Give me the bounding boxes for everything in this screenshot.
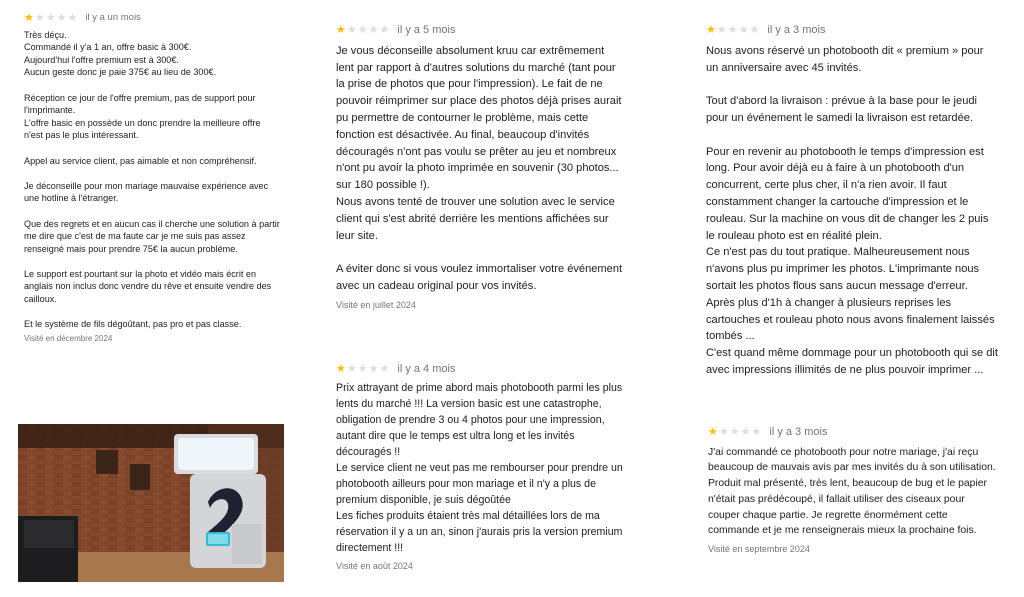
review-text (336, 43, 624, 295)
review-text (706, 43, 998, 379)
review-paragraph: Réception ce jour de l'offre premium, pas de support pour l'imprimante. L'offre basic en possède un donc prendre la meilleure offre n'est pas le plus intéressant. (24, 92, 261, 141)
star-empty-icon: ★ (727, 23, 738, 36)
review-text (24, 29, 280, 331)
review-paragraph: Que des regrets et en aucun cas il cherche une solution à partir me dire que c'est de ma faute car je me suis pas assez renseigné mais pour prendre 75€ la aucun problème. (24, 218, 280, 254)
review-paragraph: Et le système de fils dégoûtant, pas pro et pas classe. (24, 319, 242, 330)
review-card (708, 425, 998, 558)
star-empty-icon: ★ (749, 23, 760, 36)
star-empty-icon: ★ (716, 23, 727, 36)
star-empty-icon: ★ (379, 23, 390, 36)
star-rating (706, 25, 759, 36)
review-paragraph: Appel au service client, pas aimable et non compréhensif. (24, 155, 257, 166)
review-date: il y a 3 mois (769, 426, 828, 438)
review-paragraph: Très déçu. Commandé il y'a 1 an, offre basic à 300€. Aujourd'hui l'offre premium est à 300€. Aucun geste donc je paie 375€ au lieu de 300€. (24, 29, 217, 78)
star-rating (336, 364, 389, 375)
review-paragraph: Nous avons réservé un photobooth dit « premium » pour un anniversaire avec 45 invités. (706, 44, 984, 74)
photobooth-photo-image (18, 424, 284, 582)
review-paragraph: Tout d'abord la livraison : prévue à la base pour le jeudi pour un événement le samedi la livraison est retardée. (706, 95, 977, 124)
star-filled-icon: ★ (336, 23, 346, 36)
review-card (336, 361, 624, 574)
star-empty-icon: ★ (357, 362, 368, 375)
review-paragraph: Pour en revenir au photobooth le temps d'impression est long. Pour avoir déjà eu à faire à un photobooth d'un concurrent, certe plus cher, il n'a rien avoir. Il faut constamment changer la cartouche d'impression et le rouleau. Sur la machine on vous dit de changer les 2 puis le rouleau photo est en réalité plein. Ce n'est pas du tout pratique. Malheureusement nous n'avons plus pu imprimer les photos. L'imprimante nous sortait les photos flous sans aucun message d'erreur. Après plus d'1h à changer à plusieurs reprises les cartouches et rouleau photo nous avons finalement laissés tombés ... C'est quand même dommage pour un photobooth qui se dit avec impressions illimités de ne plus pouvoir imprimer ... (706, 145, 998, 376)
review-paragraph: Je déconseille pour mon mariage mauvaise expérience avec une hotline à l'étranger. (24, 180, 269, 204)
star-empty-icon: ★ (379, 362, 390, 375)
visit-date: Visité en juillet 2024 (336, 299, 416, 310)
review-header (336, 361, 624, 377)
star-filled-icon: ★ (336, 362, 346, 375)
star-empty-icon: ★ (346, 23, 357, 36)
star-empty-icon: ★ (357, 23, 368, 36)
review-paragraph: A éviter donc si vous voulez immortaliser votre événement avec un cadeau original pour vos invités. (336, 263, 623, 292)
star-empty-icon: ★ (368, 362, 379, 375)
review-date: il y a 5 mois (397, 24, 456, 36)
review-date: il y a un mois (85, 12, 141, 23)
star-filled-icon: ★ (708, 426, 718, 439)
star-filled-icon: ★ (706, 23, 716, 36)
review-paragraph: J'ai commandé ce photobooth pour notre mariage, j'ai reçu beaucoup de mauvais avis par mes invités du à son utilisation. Produit mal présenté, très lent, beaucoup de bug et le papier n'était pas prédécoupé, il fallait utiliser des ciseaux pour couper chaque partie. Je regrette énormément cette commande et je me renseignerais mieux la prochaine fois. (708, 446, 996, 537)
review-paragraph: Prix attrayant de prime abord mais photobooth parmi les plus lents du marché !!! La version basic est une catastrophe, obligation de prendre 3 ou 4 photos pour une impression, autant dire que le temps est ultra long et les invités découragés !! Le service client ne veut pas me rembourser pour prendre un photobooth ailleurs pour mon mariage et il n'y a plus de premium disponible, je suis dégoûtée Les fiches produits étaient très mal détaillées lors de ma réservation il y a un an, sinon j'aurais pris la version premium directement !!! (336, 382, 623, 554)
star-empty-icon: ★ (738, 23, 749, 36)
visit-date: Visité en septembre 2024 (708, 543, 810, 554)
review-header (706, 22, 998, 39)
star-empty-icon: ★ (368, 23, 379, 36)
review-card (24, 12, 280, 345)
star-rating (708, 427, 761, 438)
star-rating (24, 13, 77, 24)
star-empty-icon: ★ (45, 11, 56, 24)
star-empty-icon: ★ (718, 426, 729, 439)
review-paragraph: Je vous déconseille absolument kruu car extrêmement lent par rapport à d'autres solutions du marché (tant pour la prise de photos que pour l'impression). Le fait de ne pouvoir réimprimer sur place des photos déjà prises aurait pu permettre de contourner le problème, mais cette fonction est désactivée. Au final, beaucoup d'invités découragés n'ont pas voulu se prêter au jeu et nombreux n'ont pu avoir la photo imprimée en souvenir (30 photos... sur 180 possible !). Nous avons tenté de trouver une solution avec le service client qui s'est abrité derrière les mentions affichées sur leur site. (336, 44, 622, 242)
review-date: il y a 4 mois (397, 363, 456, 375)
star-empty-icon: ★ (751, 426, 762, 439)
star-empty-icon: ★ (34, 11, 45, 24)
star-rating (336, 25, 389, 36)
star-empty-icon: ★ (346, 362, 357, 375)
review-header (708, 425, 998, 441)
review-text (336, 380, 624, 556)
review-text (708, 445, 998, 539)
visit-date: Visité en décembre 2024 (24, 333, 113, 343)
star-empty-icon: ★ (740, 426, 751, 439)
review-header (24, 12, 280, 25)
review-paragraph: Le support est pourtant sur la photo et vidéo mais écrit en anglais non inclus donc vendre du rêve et ensuite vendre des cailloux. (24, 268, 272, 305)
star-filled-icon: ★ (24, 11, 34, 24)
review-card (706, 22, 998, 379)
star-empty-icon: ★ (729, 426, 740, 439)
star-empty-icon: ★ (67, 11, 78, 24)
photobooth-photo[interactable] (18, 424, 284, 582)
review-card (336, 22, 624, 314)
review-date: il y a 3 mois (767, 24, 826, 36)
review-header (336, 22, 624, 39)
visit-date: Visité en août 2024 (336, 561, 413, 571)
star-empty-icon: ★ (56, 11, 67, 24)
